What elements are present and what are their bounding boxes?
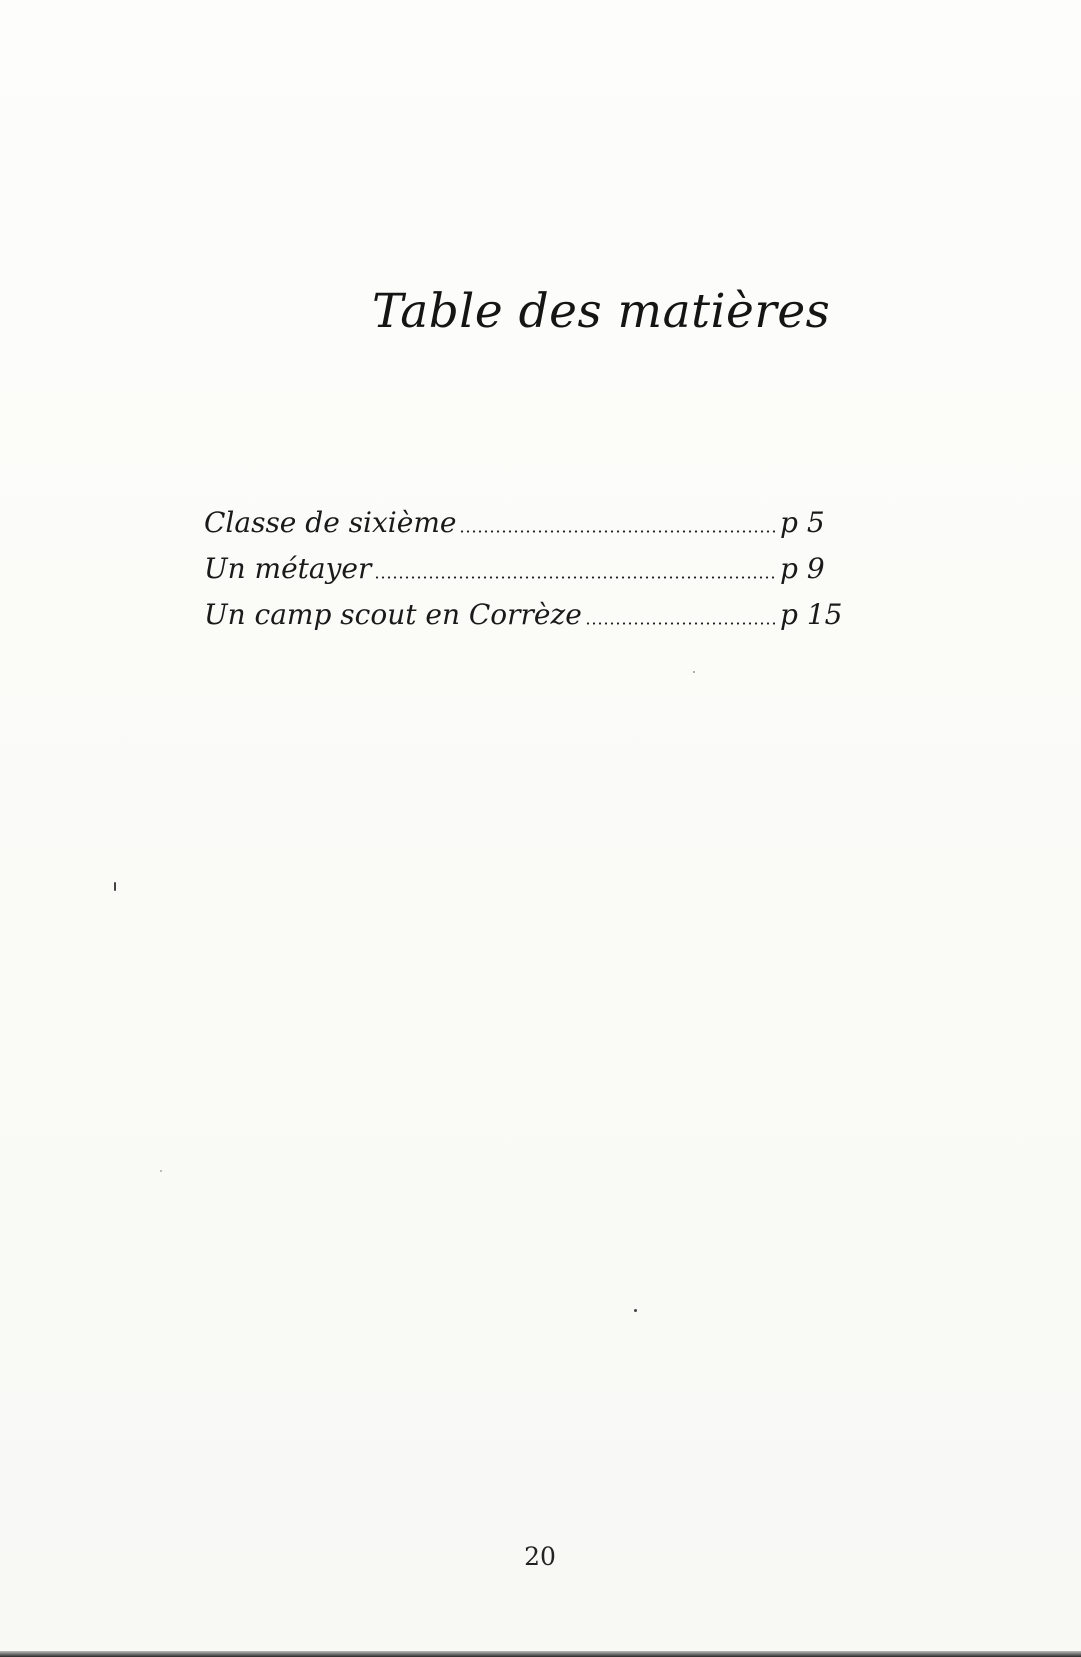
- table-of-contents: [204, 500, 843, 638]
- toc-entry-title: Un camp scout en Corrèze: [204, 598, 582, 631]
- scan-speck: [634, 1309, 637, 1312]
- toc-entry: [204, 500, 840, 546]
- toc-entry: [204, 592, 843, 638]
- scan-speck: [114, 882, 116, 891]
- toc-entry-page: p 15: [780, 598, 843, 631]
- scan-speck: [160, 1170, 162, 1172]
- scan-speck: [693, 671, 695, 673]
- toc-entry-page: p 5: [780, 506, 825, 539]
- scan-bottom-edge: [0, 1651, 1081, 1657]
- page-number: 20: [524, 1542, 556, 1571]
- toc-entry-page: p 9: [780, 552, 825, 585]
- toc-entry: [204, 546, 840, 592]
- toc-entry-title: Un métayer: [204, 552, 372, 585]
- dot-leader: [585, 622, 777, 625]
- page-title: Table des matières: [372, 284, 831, 339]
- toc-entry-title: Classe de sixième: [204, 506, 457, 539]
- dot-leader: [459, 530, 777, 533]
- dot-leader: [374, 576, 777, 579]
